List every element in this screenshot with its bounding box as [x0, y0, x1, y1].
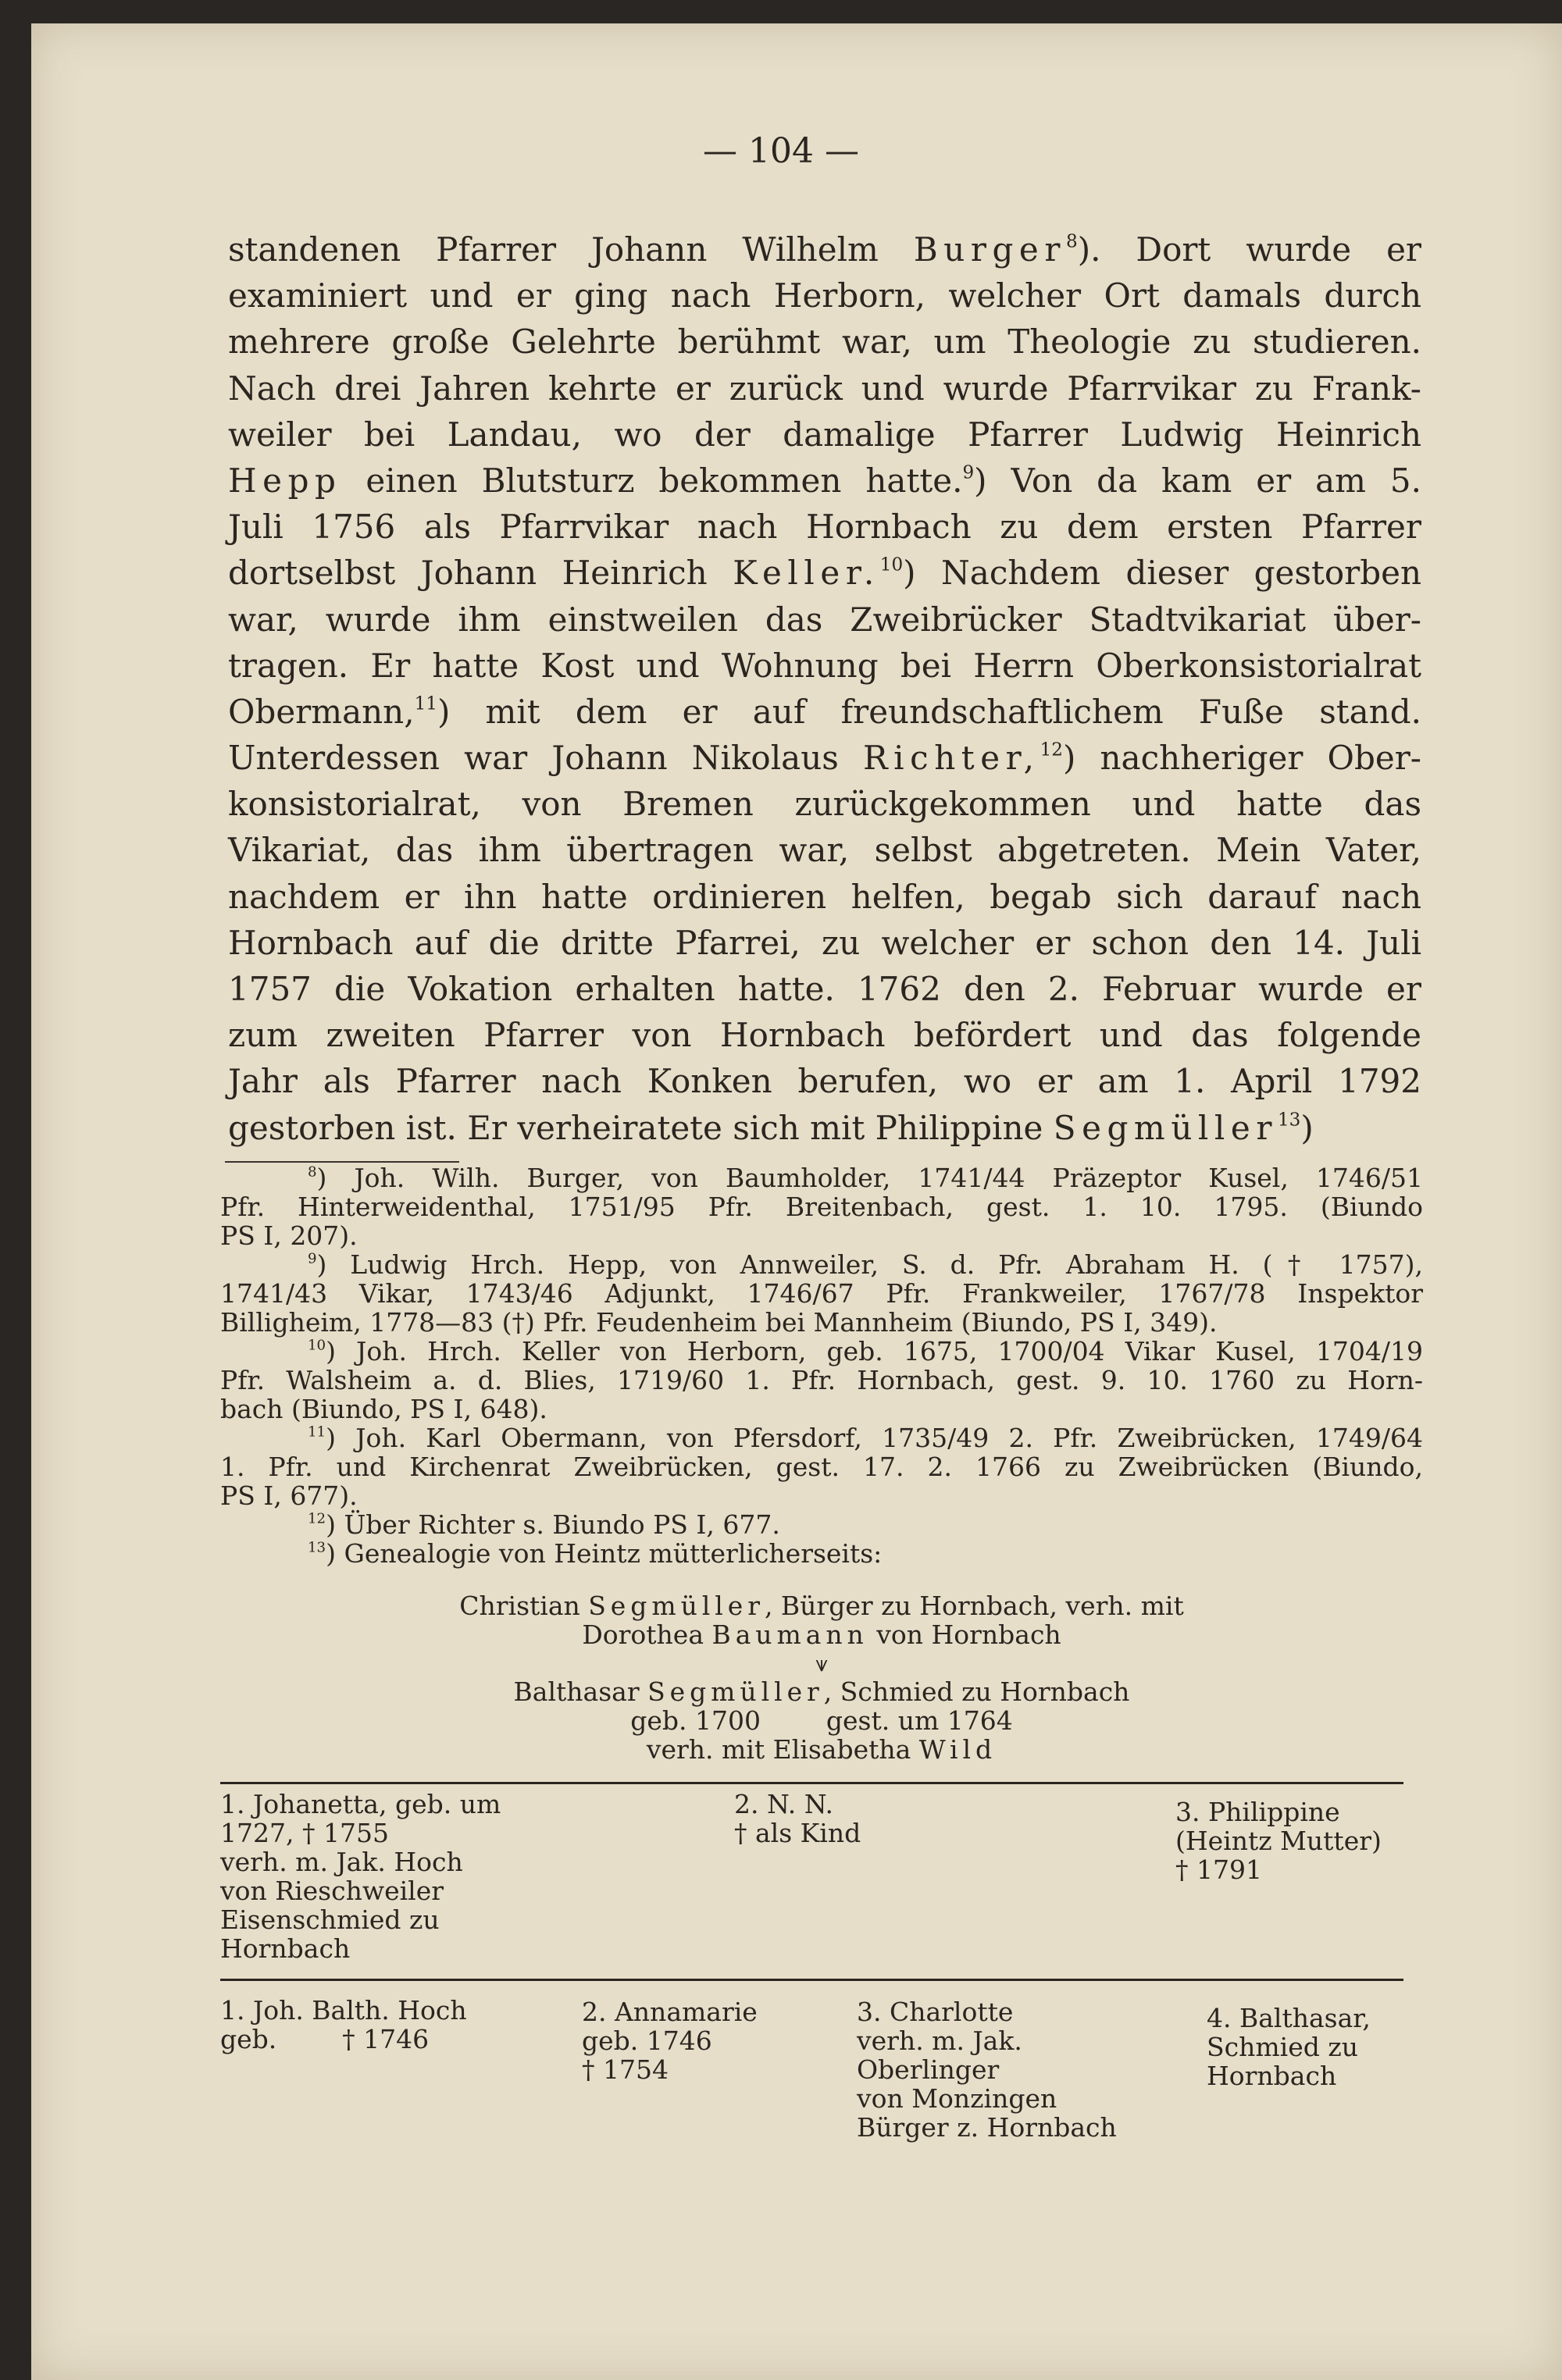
genealogy-text-line: 2. Annamarie	[582, 1997, 758, 2027]
genealogy-line-4: geb. 1700 gest. um 1764	[630, 1705, 1013, 1736]
grandchild-entry-1	[220, 1996, 467, 2054]
genealogy-line-2: Dorothea Baumann von Hornbach	[582, 1619, 1061, 1650]
text-line: mehrere große Gelehrte berühmt war, um Theologie zu studieren.	[228, 322, 1421, 362]
genealogy-rule-2	[220, 1979, 1403, 1981]
genealogy-text-line: Schmied zu	[1207, 2032, 1358, 2062]
text-line: examiniert und er ging nach Herborn, welcher Ort damals durch	[228, 276, 1421, 315]
genealogy-text-line: † als Kind	[734, 1818, 861, 1848]
grandchild-entry-4	[1207, 2004, 1371, 2090]
genealogy-text-line: 1. Johanetta, geb. um	[220, 1789, 501, 1819]
text-line: zum zweiten Pfarrer von Hornbach befördert und das folgende	[228, 1016, 1421, 1055]
genealogy-text-line: Hornbach	[220, 1933, 351, 1964]
text-line: Nach drei Jahren kehrte er zurück und wurde Pfarrvikar zu Frank-	[228, 369, 1421, 408]
genealogy-text-line: verh. m. Jak.	[857, 2025, 1022, 2056]
genealogy-text-line: Bürger z. Hornbach	[857, 2112, 1117, 2143]
grandchild-entry-3	[857, 1997, 1117, 2142]
genealogy-text-line: Hornbach	[1207, 2061, 1337, 2091]
text-line: Jahr als Pfarrer nach Konken berufen, wo er am 1. April 1792	[228, 1062, 1421, 1101]
genealogy-text-line: verh. m. Jak. Hoch	[220, 1847, 463, 1877]
genealogy-text-line: 4. Balthasar,	[1207, 2003, 1371, 2033]
genealogy-text-line: 2. N. N.	[734, 1789, 833, 1819]
grandchild-entry-2	[582, 1997, 758, 2084]
genealogy-text-line: 1. Joh. Balth. Hoch	[220, 1995, 467, 2025]
footnote-8: $^8$) Joh. Wilh. Burger, von Baumholder, 1741/44 Präzeptor Kusel, 1746/51 Pfr. Hinterweidenthal, 1751/95 Pfr. Breitenbach, gest. 1. 10. 1795. (Biundo PS I, 207).	[220, 1163, 1423, 1251]
genealogy-text-line: 1727, † 1755	[220, 1818, 389, 1848]
text-line: weiler bei Landau, wo der damalige Pfarrer Ludwig Heinrich	[228, 415, 1421, 454]
genealogy-text-line: von Rieschweiler	[220, 1876, 444, 1906]
text-line: konsistorialrat, von Bremen zurückgekommen und hatte das	[228, 785, 1421, 824]
genealogy-text-line: 3. Charlotte	[857, 1997, 1014, 2027]
genealogy-text-line: † 1791	[1175, 1854, 1262, 1885]
genealogy-line-3: Balthasar Segmüller, Schmied zu Hornbach	[513, 1676, 1130, 1707]
footnote-10: $^{10}$) Joh. Hrch. Keller von Herborn, geb. 1675, 1700/04 Vikar Kusel, 1704/19 Pfr. Walsheim a. d. Blies, 1719/60 1. Pfr. Hornbach, gest. 9. 10. 1760 zu Horn- bach (Biundo, PS I, 648).	[220, 1336, 1423, 1424]
text-line: nachdem er ihn hatte ordinieren helfen, begab sich darauf nach	[228, 877, 1421, 916]
text-line: Hepp einen Blutsturz bekommen hatte.$^9$) Von da kam er am 5.	[228, 461, 1421, 500]
page-number: — 104 —	[703, 131, 859, 171]
genealogy-text-line: 3. Philippine	[1175, 1797, 1340, 1827]
genealogy-text-line: † 1754	[582, 2054, 669, 2085]
text-line: war, wurde ihm einstweilen das Zweibrücker Stadtvikariat über-	[228, 600, 1421, 639]
genealogy-rule-1	[220, 1782, 1403, 1784]
genealogy-text-line: Eisenschmied zu	[220, 1904, 440, 1935]
child-entry-2	[734, 1790, 861, 1847]
footnote-11: $^{11}$) Joh. Karl Obermann, von Pfersdorf, 1735/49 2. Pfr. Zweibrücken, 1749/64 1. Pfr. und Kirchenrat Zweibrücken, gest. 17. 2. 1766 zu Zweibrücken (Biundo, PS I, 677).	[220, 1423, 1423, 1511]
genealogy-line-5: verh. mit Elisabetha Wild	[646, 1734, 997, 1765]
text-line: tragen. Er hatte Kost und Wohnung bei Herrn Oberkonsistorialrat	[228, 646, 1421, 685]
genealogy-line-1: Christian Segmüller, Bürger zu Hornbach, verh. mit	[459, 1591, 1184, 1621]
genealogy-text-line: Oberlinger	[857, 2054, 1000, 2085]
child-entry-1	[220, 1790, 501, 1963]
footnote-9: $^9$) Ludwig Hrch. Hepp, von Annweiler, S. d. Pfr. Abraham H. († 1757), 1741/43 Vikar, 1743/46 Adjunkt, 1746/67 Pfr. Frankweiler, 1767/78 Inspektor Billigheim, 1778—83 (†) Pfr. Feudenheim bei Mannheim (Biundo, PS I, 349).	[220, 1249, 1423, 1338]
genealogy-text-line: geb. † 1746	[220, 2024, 430, 2054]
text-line: Unterdessen war Johann Nikolaus Richter,$^{12}$) nachheriger Ober-	[228, 739, 1421, 778]
text-line: Obermann,$^{11}$) mit dem er auf freundschaftlichem Fuße stand.	[228, 692, 1421, 731]
genealogy-text-line: von Monzingen	[857, 2083, 1057, 2114]
genealogy-text-line: (Heintz Mutter)	[1175, 1826, 1382, 1856]
text-line: Hornbach auf die dritte Pfarrei, zu welcher er schon den 14. Juli	[228, 923, 1421, 962]
text-line: standenen Pfarrer Johann Wilhelm Burger$^8$). Dort wurde er	[228, 230, 1421, 269]
footnote-13: $^{13}$) Genealogie von Heintz mütterlicherseits:	[308, 1538, 883, 1569]
text-line: gestorben ist. Er verheiratete sich mit Philippine Segmüller$^{13}$)	[228, 1108, 1314, 1147]
footnotes	[220, 1163, 1423, 1568]
footnote-12: $^{12}$) Über Richter s. Biundo PS I, 677.	[308, 1509, 780, 1540]
text-line: dortselbst Johann Heinrich Keller.$^{10}$) Nachdem dieser gestorben	[228, 554, 1422, 593]
main-text	[228, 226, 1421, 1151]
text-line: 1757 die Vokation erhalten hatte. 1762 den 2. Februar wurde er	[228, 970, 1421, 1008]
child-entry-3	[1175, 1797, 1382, 1884]
genealogy-text-line: geb. 1746	[582, 2025, 712, 2056]
text-line: Juli 1756 als Pfarrvikar nach Hornbach zu dem ersten Pfarrer	[228, 508, 1421, 547]
descent-arrow-icon: ⩛	[815, 1651, 828, 1676]
text-line: Vikariat, das ihm übertragen war, selbst abgetreten. Mein Vater,	[228, 831, 1421, 870]
